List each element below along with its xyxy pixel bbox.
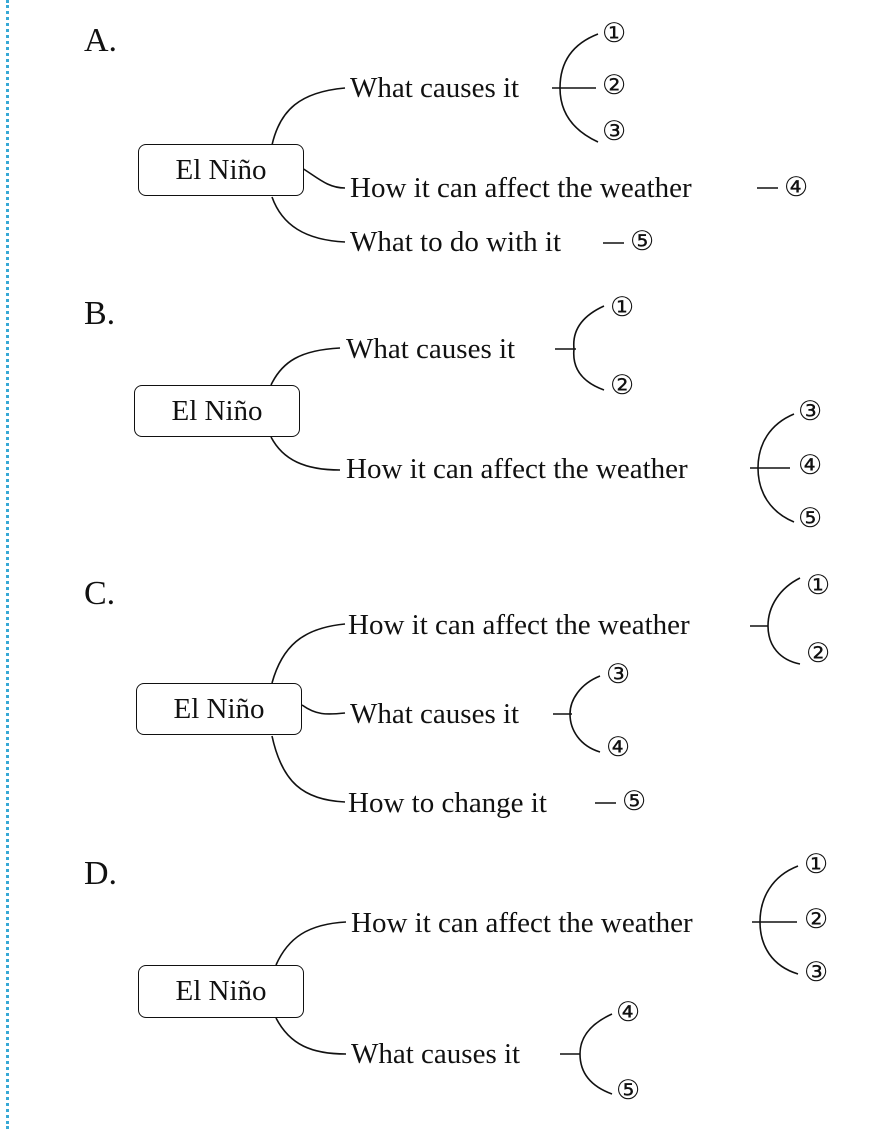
branch-c-change: How to change it <box>348 787 547 819</box>
branch-b-causes: What causes it <box>346 333 516 365</box>
leaf-c-4: ④ <box>606 732 631 763</box>
leaf-d-4: ④ <box>616 997 641 1028</box>
leaf-a-1: ① <box>602 18 627 49</box>
root-box-d: El Niño <box>138 965 304 1018</box>
leaf-d-3: ③ <box>804 957 829 988</box>
branch-a-weather: How it can affect the weather <box>350 172 692 204</box>
connector-c-causes-brace <box>570 676 600 752</box>
leaf-b-1: ① <box>610 292 635 323</box>
branch-c-causes: What causes it <box>350 698 520 730</box>
root-box-b: El Niño <box>134 385 300 437</box>
root-box-a: El Niño <box>138 144 304 196</box>
leaf-b-4: ④ <box>798 450 823 481</box>
leaf-a-5: ⑤ <box>630 226 655 257</box>
branch-b-weather: How it can affect the weather <box>346 453 688 485</box>
connector-c-root-to-causes <box>302 705 345 714</box>
leaf-b-5: ⑤ <box>798 503 823 534</box>
leaf-c-5: ⑤ <box>622 786 647 817</box>
connector-d-root-to-causes <box>276 1018 346 1054</box>
connector-d-weather-brace <box>760 866 798 974</box>
leaf-c-2: ② <box>806 638 831 669</box>
leaf-d-2: ② <box>804 904 829 935</box>
connector-d-causes-brace <box>580 1014 612 1094</box>
branch-d-weather: How it can affect the weather <box>351 907 693 939</box>
branch-a-todo: What to do with it <box>350 226 562 258</box>
connector-c-root-to-change <box>272 736 345 802</box>
connector-a-root-to-todo <box>272 197 345 242</box>
option-letter-b: B. <box>84 295 116 332</box>
leaf-d-1: ① <box>804 849 829 880</box>
branch-c-weather: How it can affect the weather <box>348 609 690 641</box>
connector-b-causes-brace <box>574 306 604 390</box>
branch-a-causes: What causes it <box>350 72 520 104</box>
leaf-c-1: ① <box>806 570 831 601</box>
connector-a-root-to-causes <box>272 88 345 145</box>
leaf-b-3: ③ <box>798 396 823 427</box>
branch-d-causes: What causes it <box>351 1038 521 1070</box>
leaf-b-2: ② <box>610 370 635 401</box>
leaf-a-4: ④ <box>784 172 809 203</box>
connector-a-root-to-weather <box>302 168 345 188</box>
option-letter-a: A. <box>84 22 118 59</box>
option-letter-d: D. <box>84 855 118 892</box>
root-box-c: El Niño <box>136 683 302 735</box>
connector-c-root-to-weather <box>272 624 345 683</box>
leaf-a-2: ② <box>602 70 627 101</box>
leaf-a-3: ③ <box>602 116 627 147</box>
connector-d-root-to-weather <box>276 922 346 965</box>
connector-c-weather-brace <box>768 578 800 664</box>
connector-b-root-to-causes <box>271 348 340 385</box>
option-letter-c: C. <box>84 575 116 612</box>
leaf-c-3: ③ <box>606 659 631 690</box>
connector-b-root-to-weather <box>271 437 340 470</box>
leaf-d-5: ⑤ <box>616 1075 641 1106</box>
